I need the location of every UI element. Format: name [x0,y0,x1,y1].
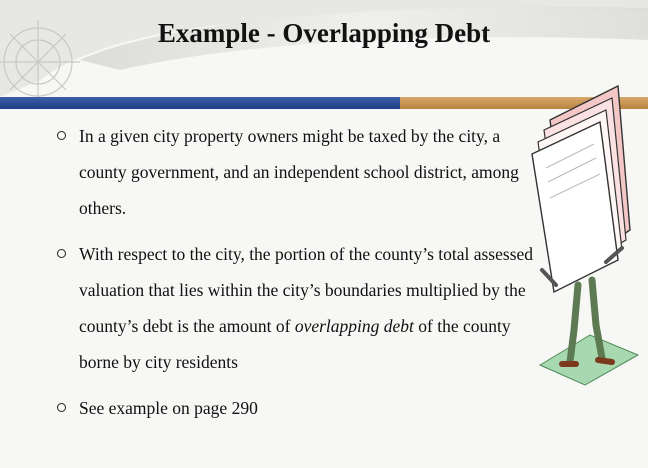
slide-title: Example - Overlapping Debt [157,18,491,48]
bullet-item [57,118,537,226]
bullet-emphasis-text: overlapping debt [294,316,414,336]
bullet-marker-icon [57,403,66,412]
bullet-text: With respect to the city, the portion of the county’s total assessed valuation that lies within the city’s boundaries multiplied by the county’s debt is the amount of [79,244,534,336]
bullet-marker-icon [57,249,66,258]
bullet-item [57,390,537,426]
bullet-text: of the county borne by city residents [79,316,511,372]
bullet-item [57,236,537,380]
person-buried-under-papers-icon [530,80,640,390]
bullet-list [57,118,537,426]
bullet-marker-icon [57,131,66,140]
bullet-text: See example on page 290 [79,398,258,418]
bullet-text: In a given city property owners might be taxed by the city, a county government, and an independent school district, among others. [79,126,519,218]
title-rule-blue [0,97,400,109]
